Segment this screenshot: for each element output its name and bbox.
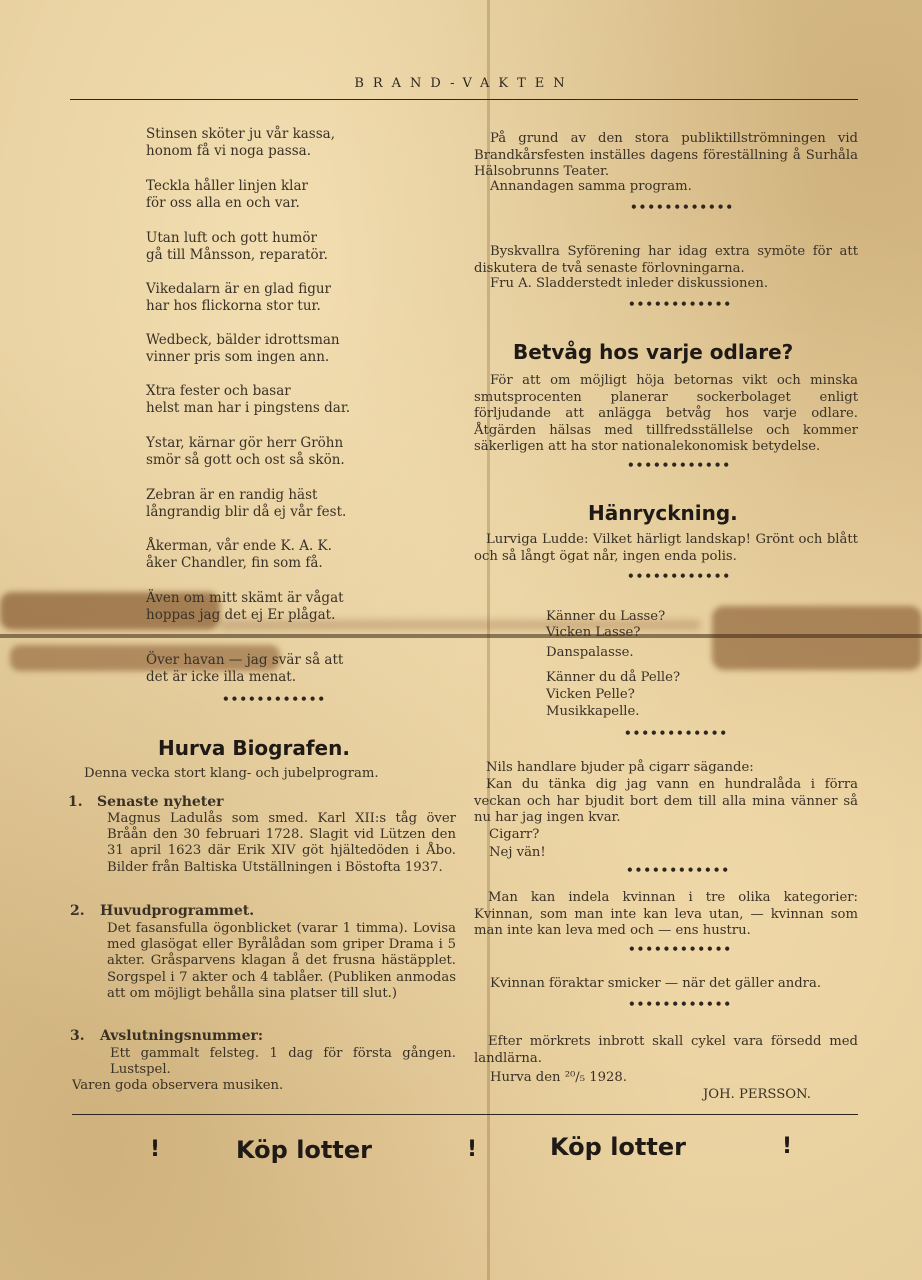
item-body: Magnus Ladulås som smed. Karl XII:s tåg över Bråån den 30 februari 1728. Slagit vid Lützen den 31 april 1623 där Erik XIV göt hjältedöden i Åbo. Bilder från Baltiska Utställningen i Böstofta 1937.	[107, 811, 456, 875]
item-number: 3.	[70, 1028, 85, 1044]
dialogue-line: Danspalasse.	[546, 645, 634, 660]
betvag-title: Betvåg hos varje odlare?	[513, 340, 794, 364]
verse	[146, 652, 396, 686]
notice-teater-note: Annandagen samma program.	[490, 179, 692, 194]
verse-line: Wedbeck, bälder idrottsman	[146, 332, 340, 348]
separator-dots: ••••••••••••	[627, 458, 732, 472]
item-title: Senaste nyheter	[97, 794, 224, 810]
verse	[146, 383, 396, 417]
nils-intro: Nils handlare bjuder på cigarr sägande:	[486, 760, 754, 775]
separator-dots: ••••••••••••	[630, 200, 735, 214]
verse-line: helst man har i pingstens dar.	[146, 400, 351, 416]
dialogue-line: Känner du Lasse?	[546, 609, 666, 624]
verse-line: har hos flickorna stor tur.	[146, 298, 321, 314]
dialogue-line: Känner du då Pelle?	[546, 670, 681, 685]
verse	[146, 538, 396, 572]
biografen-title: Hurva Biografen.	[158, 736, 350, 760]
verse-line: Även om mitt skämt är vågat	[146, 590, 344, 606]
kop-lotter-right: Köp lotter	[550, 1133, 686, 1161]
verse-line: Stinsen sköter ju vår kassa,	[146, 126, 335, 142]
date-line: Hurva den ²⁰/₅ 1928.	[490, 1070, 627, 1085]
biografen-subtitle: Denna vecka stort klang- och jubelprogram.	[84, 766, 379, 781]
verse-line: långrandig blir då ej vår fest.	[146, 504, 347, 520]
verse-line: åker Chandler, fin som få.	[146, 555, 323, 571]
verse-line: Utan luft och gott humör	[146, 230, 317, 246]
dialogue-line: Musikkapelle.	[546, 704, 640, 719]
verse	[146, 178, 396, 212]
verse	[146, 590, 396, 624]
smicker-text: Kvinnan föraktar smicker — när det gäller andra.	[490, 976, 822, 991]
notice-teater: På grund av den stora publiktillströmningen vid Brandkårsfesten inställes dagens föreställning å Surhåla Hälsobrunns Teater.	[474, 131, 858, 179]
verse	[146, 332, 396, 366]
notice-syforening: Byskvallra Syförening har idag extra symöte för att diskutera de två senaste förlovningarna.	[474, 244, 858, 276]
verse-line: Vikedalarn är en glad figur	[146, 281, 331, 297]
signature: JOH. PERSSON.	[703, 1087, 811, 1102]
item-number: 2.	[70, 903, 85, 919]
exclamation-mark: !	[467, 1137, 478, 1162]
separator-dots: ••••••••••••	[628, 297, 733, 311]
kop-lotter-left: Köp lotter	[236, 1136, 372, 1164]
verse-line: Teckla håller linjen klar	[146, 178, 308, 194]
verse-line: Över havan — jag svär så att	[146, 652, 344, 668]
verse	[146, 435, 396, 469]
kvinnan-text: Man kan indela kvinnan i tre olika kategorier: Kvinnan, som man inte kan leva utan, — kvinnan som man inte kan leva med och — ens hustru.	[474, 890, 858, 938]
separator-dots: ••••••••••••	[628, 997, 733, 1011]
footer-rule	[72, 1114, 858, 1115]
exclamation-mark: !	[150, 1137, 161, 1162]
verse	[146, 487, 396, 521]
page-header: BRAND-VAKTEN	[354, 76, 574, 91]
separator-dots: ••••••••••••	[624, 726, 729, 740]
verse-line: smör så gott och ost så skön.	[146, 452, 345, 468]
separator-dots: ••••••••••••	[628, 942, 733, 956]
dialogue-line: Vicken Lasse?	[546, 625, 641, 640]
item-title: Huvudprogrammet.	[100, 903, 255, 919]
verse-line: Åkerman, vår ende K. A. K.	[146, 538, 332, 554]
item-title: Avslutningsnummer:	[100, 1028, 264, 1044]
verse-line: det är icke illa menat.	[146, 669, 297, 685]
verse-line: Ystar, kärnar gör herr Gröhn	[146, 435, 344, 451]
betvag-body: För att om möjligt höja betornas vikt och minska smutsprocenten planerar sockerbolaget enligt förljudande att anlägga betvåg hos varje odlare. Åtgärden hälsas med tillfredsställelse och kommer säkerligen att ha stor nationalekonomisk betydelse.	[474, 373, 858, 454]
cykel-text: Efter mörkrets inbrott skall cykel vara försedd med landlärna.	[474, 1034, 858, 1066]
nils-body: Kan du tänka dig jag vann en hundralåda i förra veckan och har bjudit bort dem till alla mina vänner så nu har jag ingen kvar.	[474, 777, 858, 825]
verse	[146, 281, 396, 315]
item-body: Ett gammalt felsteg. 1 dag för första gången. Lustspel.	[110, 1046, 456, 1078]
nils-cigarr: Cigarr?	[489, 827, 540, 842]
hanryckning-title: Hänryckning.	[588, 501, 738, 525]
verse-line: Zebran är en randig häst	[146, 487, 318, 503]
verse-line: honom få vi noga passa.	[146, 143, 311, 159]
horizontal-fold-tear	[0, 634, 922, 638]
header-rule	[70, 99, 858, 100]
dialogue-line: Vicken Pelle?	[546, 687, 635, 702]
verse	[146, 230, 396, 264]
verse-line: gå till Månsson, reparatör.	[146, 247, 328, 263]
stain	[712, 606, 922, 670]
item-body: Det fasansfulla ögonblicket (varar 1 timma). Lovisa med glasögat eller Byrålådan som griper Drama i 5 akter. Gråsparvens klagan å det frusna hästäpplet. Sorgspel i 7 akter och 4 tablåer. (Publiken anmodas att om möjligt behålla sina platser till slut.)	[107, 921, 456, 1001]
verse-line: hoppas jag det ej Er plågat.	[146, 607, 336, 623]
verse-line: Xtra fester och basar	[146, 383, 291, 399]
exclamation-mark: !	[782, 1134, 793, 1159]
verse-line: vinner pris som ingen ann.	[146, 349, 330, 365]
verse-line: för oss alla en och var.	[146, 195, 300, 211]
verse	[146, 126, 396, 160]
separator-dots: ••••••••••••	[222, 692, 327, 706]
biografen-closing: Varen goda observera musiken.	[72, 1078, 284, 1093]
nils-nej: Nej vän!	[489, 845, 546, 860]
item-number: 1.	[68, 794, 83, 810]
separator-dots: ••••••••••••	[627, 569, 732, 583]
hanryckning-body: Lurviga Ludde: Vilket härligt landskap! Grönt och blått och så långt ögat når, ingen enda polis.	[474, 532, 858, 564]
separator-dots: ••••••••••••	[626, 863, 731, 877]
notice-syforening-note: Fru A. Sladderstedt inleder diskussionen.	[490, 276, 769, 291]
